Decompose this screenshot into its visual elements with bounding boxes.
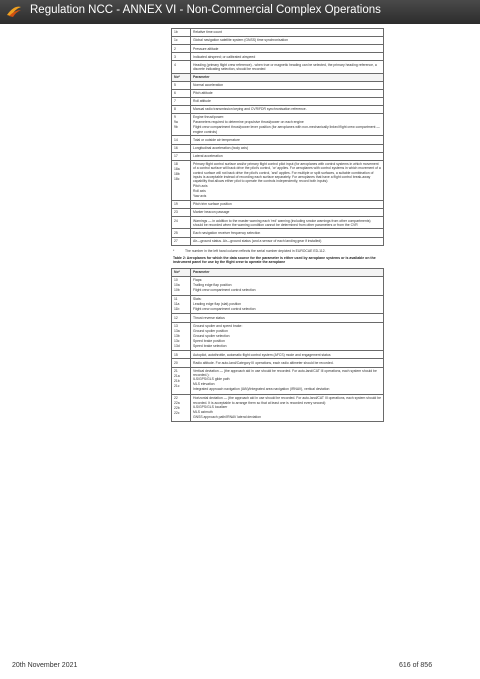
table-row (172, 89, 384, 97)
table-row (172, 295, 384, 314)
parameter-number-cell: 2 (172, 45, 191, 53)
parameter-name: Primary flight control surface and/or primary flight control pilot input (for aeroplanes with control systems in which movement of a control surface will back drive the pilot's control, 'or' applies. For aeroplanes with control systems in which movement of a control surface will not back drive the pilot's control, 'and' applies. For multiple or split surfaces, a suitable combination of inputs is acceptable instead of recording each surface separately. For aeroplanes that have a flight control break-away capability that allows either pilot to operate the controls independently, record both inputs): (193, 162, 381, 184)
parameter-number-cell (172, 394, 191, 421)
parameter-name-cell (191, 322, 384, 351)
page-title: Regulation NCC - ANNEX VI - Non-Commercial Complex Operations (30, 4, 381, 16)
parameter-name: Speed brake position (193, 338, 225, 343)
parameter-name: Flight crew compartment control selection (193, 307, 256, 312)
parameter-number-cell: 20 (172, 359, 191, 367)
parameter-name: Trailing edge flap position (193, 283, 232, 288)
table-row (172, 322, 384, 351)
parameter-name-cell: Each navigation receiver frequency selection (191, 229, 384, 237)
parameter-number-cell: 4 (172, 61, 191, 73)
footnote-text: The number in the left hand column reflects the serial number depicted in EUROCAE ED-112. (185, 248, 326, 253)
parameter-name-cell: Pressure altitude (191, 45, 384, 53)
table-row (172, 29, 384, 37)
parameter-name: MLS elevation (193, 382, 215, 387)
parameter-name-cell: Radio altitude. For auto-land/Category III operations, each radio altimeter should be recorded. (191, 359, 384, 367)
table-row (172, 394, 384, 421)
parameter-number-cell: 19 (172, 200, 191, 208)
parameter-number: 9b (174, 125, 178, 130)
parameter-name: Flight crew compartment control selection (193, 288, 256, 293)
parameter-number: 22b (174, 406, 180, 411)
parameter-name: Ground spoiler and speed brake: (193, 323, 243, 328)
parameter-number: 11a (174, 302, 180, 307)
parameter-number-cell (172, 322, 191, 351)
parameter-number: 13c (174, 338, 180, 343)
table-row (172, 209, 384, 217)
parameter-name: Speed brake selection (193, 343, 227, 348)
parameter-name-cell: Autopilot, autothrottle, automatic flight control system (AFCS) mode and engagement status (191, 351, 384, 359)
parameter-name: Vertical deviation — (the approach aid in use should be recorded. For auto-land/CAT III operations, each system should be recorded.): (193, 368, 377, 378)
parameter-number: 9 (174, 115, 176, 120)
parameter-name-cell: Longitudinal acceleration (body axis) (191, 144, 384, 152)
table-row (172, 229, 384, 237)
parameters-table-2 (171, 268, 384, 422)
parameter-number: 18c (174, 177, 180, 182)
footer-date: 20th November 2021 (12, 662, 78, 669)
parameter-number: 22 (174, 396, 178, 401)
parameter-name-cell: Warnings — in addition to the master warning each 'red' warning (including smoke warnings from other compartments) should be recorded when the warning condition cannot be determined from other parameters or from the CVR (191, 217, 384, 229)
parameter-number: 10 (174, 278, 178, 283)
table-row (172, 359, 384, 367)
parameter-name-cell: Normal acceleration (191, 81, 384, 89)
parameter-number-cell: 6 (172, 89, 191, 97)
parameter-name-cell (191, 276, 384, 295)
parameter-number-cell: 12 (172, 314, 191, 322)
parameter-number-cell (172, 276, 191, 295)
parameter-number-cell (172, 160, 191, 200)
parameters-table-1 (171, 28, 384, 246)
parameter-name-cell: Parameter (191, 73, 384, 81)
parameter-number-cell: 1b (172, 29, 191, 37)
parameter-number: 21b (174, 378, 180, 383)
parameter-name: Engine thrust/power: (193, 115, 225, 120)
parameter-number-cell: 25 (172, 229, 191, 237)
parameter-name: Flight crew compartment thrust/power lever position (for aeroplanes with non-mechanically linked flight crew compartment — engine controls) (193, 125, 380, 134)
table-row (172, 217, 384, 229)
table-row (172, 314, 384, 322)
table-row (172, 200, 384, 208)
parameter-name-cell (191, 295, 384, 314)
parameter-number-cell (172, 295, 191, 314)
parameter-number-cell: 17 (172, 152, 191, 160)
parameter-name: Flaps: (193, 278, 203, 283)
parameter-number-cell: 7 (172, 97, 191, 105)
parameter-number-cell: 1c (172, 37, 191, 45)
parameter-number: 22a (174, 401, 180, 406)
parameter-number-cell: 24 (172, 217, 191, 229)
parameter-number-cell: 3 (172, 53, 191, 61)
page-number: 616 of 856 (399, 662, 433, 669)
parameter-name: Parameters required to determine propulsive thrust/power on each engine (193, 120, 304, 125)
parameter-number-cell: 5 (172, 81, 191, 89)
parameter-name: Roll axis (193, 188, 206, 193)
parameter-name-cell (191, 114, 384, 136)
parameter-name-cell: Manual radio transmission keying and CVR/FDR synchronisation reference. (191, 106, 384, 114)
parameter-number-cell: 14 (172, 136, 191, 144)
parameter-name-cell: Total or outside air temperature (191, 136, 384, 144)
parameter-number: 18b (174, 172, 180, 177)
parameter-number: 10a (174, 283, 180, 288)
parameter-number: 13d (174, 343, 180, 348)
table-row (172, 160, 384, 200)
parameter-name-cell: Marker beacon passage (191, 209, 384, 217)
parameter-number-cell: No* (172, 73, 191, 81)
parameter-number: 11 (174, 297, 178, 302)
parameter-number-cell: 16 (172, 144, 191, 152)
parameter-number-cell (172, 114, 191, 136)
parameter-name: Yaw axis (193, 193, 207, 198)
parameter-number-cell: 23 (172, 209, 191, 217)
parameter-name: ILS/GPS/GLS glide path (193, 377, 230, 382)
parameter-number: 22c (174, 411, 180, 416)
table-2-caption: Table 2: Aeroplanes for which the data source for the parameter is either used by aeroplane systems or is available on the instrument panel for use by the flight crew to operate the aeroplane (173, 255, 376, 265)
table-row (172, 97, 384, 105)
parameter-name-cell: Pitch trim surface position (191, 200, 384, 208)
parameter-name: ILS/GPS/GLS localizer (193, 404, 228, 409)
table-row (172, 237, 384, 245)
table-row (172, 367, 384, 394)
parameter-number: 13b (174, 333, 180, 338)
parameter-number-cell: 8 (172, 106, 191, 114)
parameter-name: Pitch axis (193, 183, 208, 188)
parameter-name-cell: Relative time count (191, 29, 384, 37)
parameter-number: 13 (174, 323, 178, 328)
parameter-name: Horizontal deviation — (the approach aid in use should be recorded. For auto-land/CAT III operations, each system should be recorded. It is acceptable to arrange them so that at least one is recorded every second): (193, 396, 381, 405)
parameter-name-cell: Pitch attitude (191, 89, 384, 97)
table-row (172, 114, 384, 136)
parameter-name-cell: Lateral acceleration (191, 152, 384, 160)
parameter-name: GNSS approach path/IRNAV lateral deviation (193, 414, 261, 419)
table-row (172, 81, 384, 89)
parameter-number: 11b (174, 307, 180, 312)
table-row (172, 276, 384, 295)
table-row (172, 37, 384, 45)
header-bar (0, 0, 480, 24)
table-row (172, 152, 384, 160)
easa-logo-icon (6, 4, 22, 18)
table-row (172, 136, 384, 144)
table-row (172, 61, 384, 73)
parameter-number: 18a (174, 167, 180, 172)
parameter-number: 18 (174, 162, 178, 167)
table-row (172, 351, 384, 359)
parameter-number-cell: No* (172, 268, 191, 276)
parameter-name: MLS azimuth (193, 409, 213, 414)
parameter-number-cell: 15 (172, 351, 191, 359)
document-content (171, 28, 384, 422)
parameter-number-cell (172, 367, 191, 394)
parameter-name-cell: Thrust reverse status (191, 314, 384, 322)
parameter-name: Ground spoiler position (193, 328, 228, 333)
table-row (172, 144, 384, 152)
parameter-number: 21c (174, 383, 180, 388)
parameter-name: Slats: (193, 297, 202, 302)
parameter-name: Leading edge flap (slat) position (193, 302, 242, 307)
parameter-name-cell: Parameter (191, 268, 384, 276)
footnote-mark: * (173, 248, 175, 253)
parameter-name-cell: Global navigation satellite system (GNSS) time synchronisation (191, 37, 384, 45)
table-row (172, 73, 384, 81)
parameter-name: Integrated approach navigation (IAN)/Integrated area navigation (IRNAV), vertical deviation (193, 387, 330, 392)
parameter-number: 9a (174, 120, 178, 125)
table-row (172, 106, 384, 114)
parameter-name: Ground spoiler selection (193, 333, 230, 338)
table-row (172, 45, 384, 53)
table-row (172, 268, 384, 276)
parameter-number: 21 (174, 368, 178, 373)
parameter-name-cell (191, 394, 384, 421)
table-row (172, 53, 384, 61)
parameter-name-cell: Roll attitude (191, 97, 384, 105)
parameter-name-cell (191, 160, 384, 200)
parameter-name-cell: Indicated airspeed; or calibrated airspeed (191, 53, 384, 61)
parameter-number: 10b (174, 288, 180, 293)
parameter-number: 21a (174, 373, 180, 378)
parameter-name-cell (191, 367, 384, 394)
parameter-name-cell: Heading (primary flight crew reference) - when true or magnetic heading can be selected, the primary heading reference, a discrete indicating selection, should be recorded (191, 61, 384, 73)
parameter-name-cell: Air—ground status. Air—ground status (and a sensor of each landing gear if installed) (191, 237, 384, 245)
parameter-number: 13a (174, 328, 180, 333)
parameter-number-cell: 27 (172, 237, 191, 245)
footnote (173, 249, 384, 253)
